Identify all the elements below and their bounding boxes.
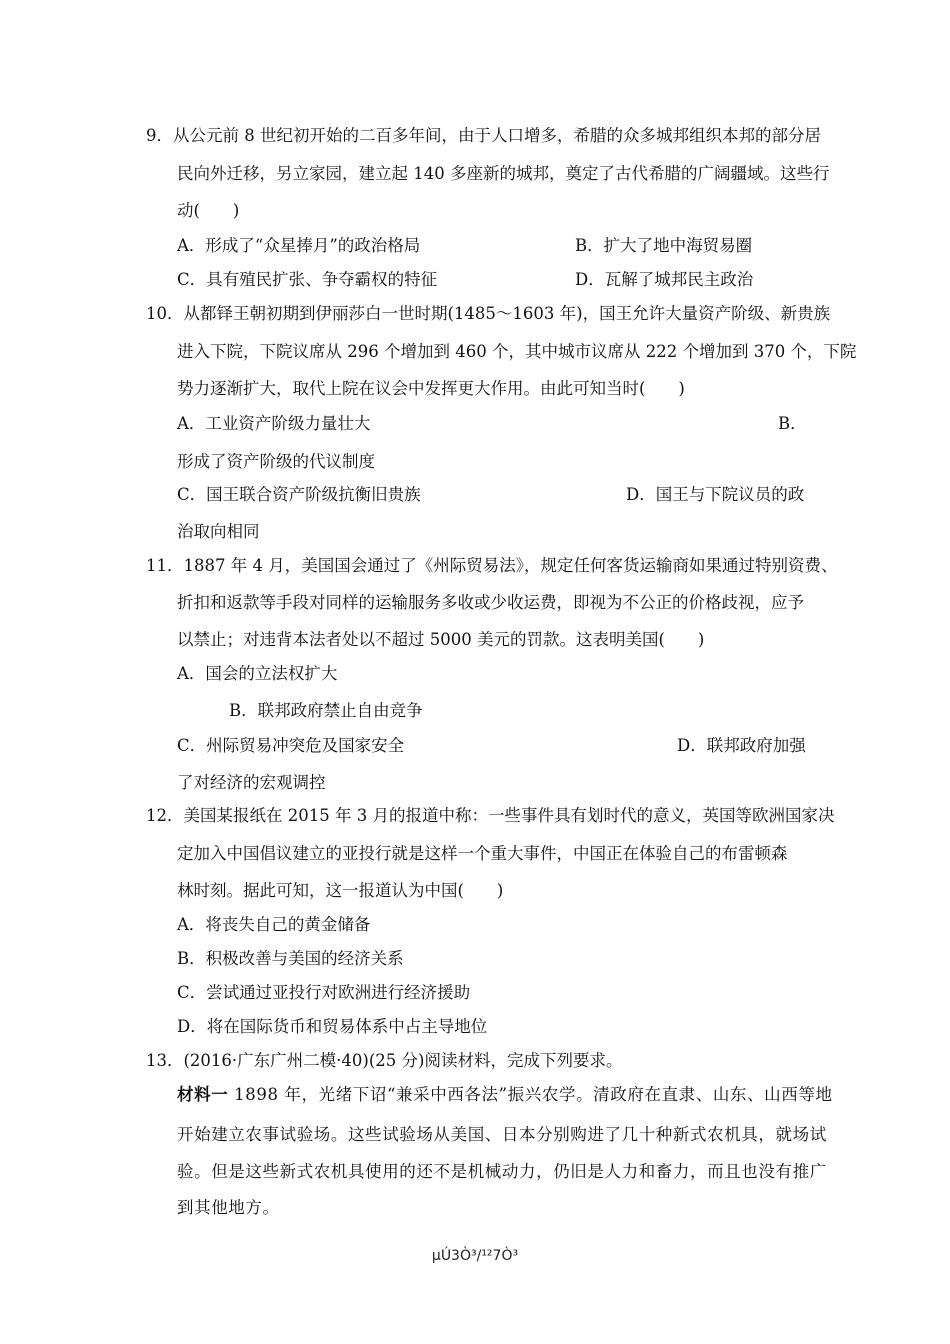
q13-material-line-3: 验。但是这些新式农机具使用的还不是机械动力，仍旧是人力和畜力，而且也没有推广: [177, 1162, 827, 1181]
q11-option-a: A．国会的立法权扩大: [177, 664, 338, 683]
q11-option-d-part2: 了对经济的宏观调控: [177, 773, 326, 792]
q9-option-d: D．瓦解了城邦民主政治: [575, 270, 754, 289]
q9-option-c: C．具有殖民扩张、争夺霸权的特征: [177, 270, 438, 289]
q10-option-d-part1: D．国王与下院议员的政: [626, 485, 805, 504]
q11-option-b: B．联邦政府禁止自由竞争: [229, 701, 423, 720]
q11-line-1: 11．1887 年 4 月，美国国会通过了《州际贸易法》，规定任何客货运输商如果通过特别资费、: [146, 556, 838, 575]
material-one-label: 材料一: [177, 1085, 229, 1104]
q12-option-d: D．将在国际货币和贸易体系中占主导地位: [177, 1017, 488, 1036]
q9-option-b: B．扩大了地中海贸易圈: [575, 236, 753, 255]
q10-option-d-part2: 治取向相同: [177, 522, 260, 541]
q12-line-2: 定加入中国倡议建立的亚投行就是这样一个重大事件，中国正在体验自己的布雷顿森: [177, 844, 788, 863]
q13-material-line-1: [177, 1084, 833, 1106]
material-one-text: 1898 年，光绪下诏“兼采中西各法”振兴农学。清政府在直隶、山东、山西等地: [228, 1085, 833, 1104]
q10-line-3: 势力逐渐扩大，取代上院在议会中发挥更大作用。由此可知当时( ): [177, 379, 685, 398]
q11-line-3: 以禁止；对违背本法者处以不超过 5000 美元的罚款。这表明美国( ): [177, 630, 705, 649]
q10-option-b-text: 形成了资产阶级的代议制度: [177, 452, 375, 471]
q12-option-c: C．尝试通过亚投行对欧洲进行经济援助: [177, 983, 471, 1002]
q9-line-2: 民向外迁移，另立家园，建立起 140 多座新的城邦，奠定了古代希腊的广阔疆域。这些行: [177, 164, 830, 183]
q12-line-1: 12．美国某报纸在 2015 年 3 月的报道中称：一些事件具有划时代的意义，英国等欧洲国家决: [146, 806, 835, 825]
q11-option-c: C．州际贸易冲突危及国家安全: [177, 736, 405, 755]
q13-material-line-2: 开始建立农事试验场。这些试验场从美国、日本分别购进了几十种新式农机具，就场试: [177, 1125, 827, 1144]
q9-line-3: 动( ): [177, 201, 240, 220]
q13-material-line-4: 到其他地方。: [177, 1198, 280, 1217]
q12-line-3: 林时刻。据此可知，这一报道认为中国( ): [177, 881, 504, 900]
q9-option-a: A．形成了“众星捧月”的政治格局: [177, 236, 421, 255]
q10-option-a: A．工业资产阶级力量壮大: [177, 414, 371, 433]
q11-option-d-part1: D．联邦政府加强: [677, 736, 806, 755]
q10-line-2: 进入下院，下院议席从 296 个增加到 460 个，其中城市议席从 222 个增加到 370 个，下院: [177, 342, 857, 361]
q9-line-1: 9．从公元前 8 世纪初开始的二百多年间，由于人口增多，希腊的众多城邦组织本邦的部分居: [146, 126, 821, 145]
q13-line-1: 13．(2016·广东广州二模·40)(25 分)阅读材料，完成下列要求。: [146, 1051, 623, 1070]
q10-option-b-label: B．: [778, 414, 807, 433]
q11-line-2: 折扣和返款等手段对同样的运输服务多收或少收运费，即视为不公正的价格歧视，应予: [177, 593, 804, 612]
q12-option-b: B．积极改善与美国的经济关系: [177, 949, 404, 968]
page-footer: µÚ3Ò³/¹²7Ò³: [431, 1248, 519, 1264]
q10-line-1: 10．从都铎王朝初期到伊丽莎白一世时期(1485～1603 年)，国王允许大量资产阶级、新贵族: [146, 304, 831, 323]
q12-option-a: A．将丧失自己的黄金储备: [177, 915, 371, 934]
q10-option-c: C．国王联合资产阶级抗衡旧贵族: [177, 485, 421, 504]
